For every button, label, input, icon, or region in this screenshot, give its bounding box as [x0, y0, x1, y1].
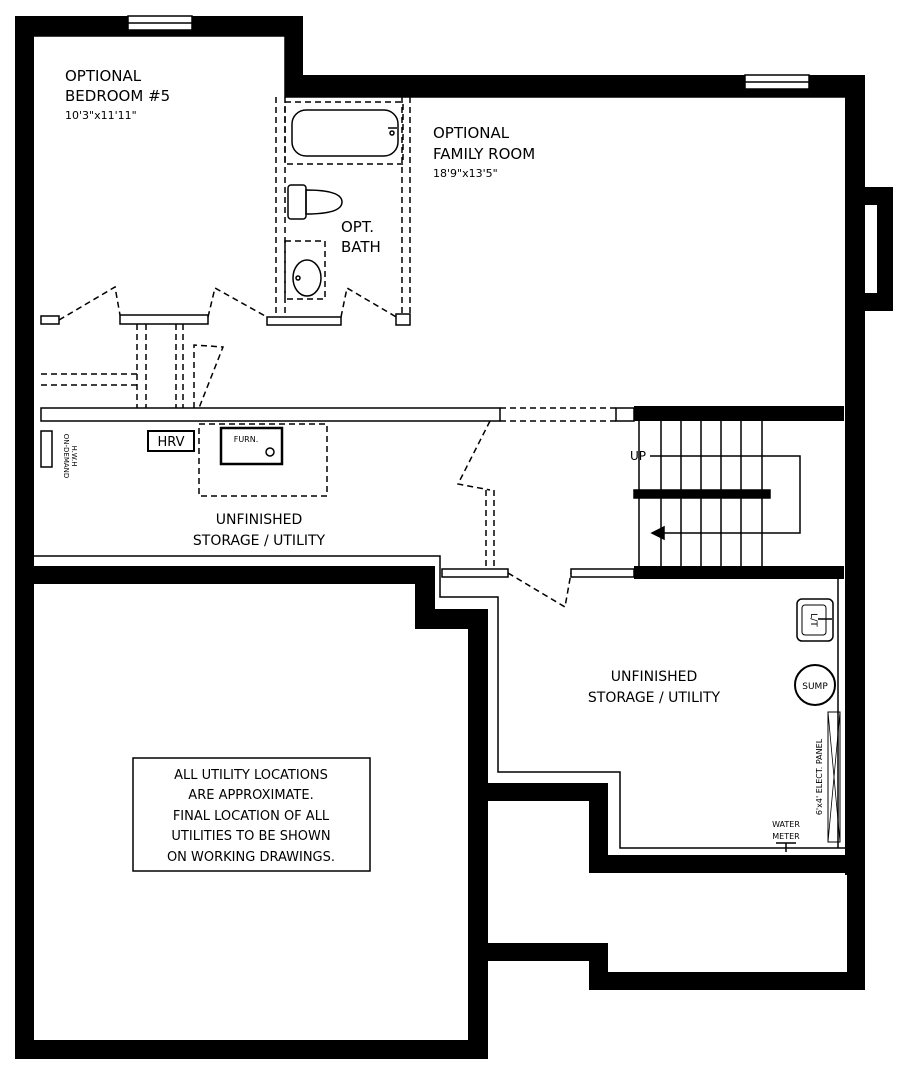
- stair-arrow-icon: [652, 527, 664, 539]
- bedroom-title-1: OPTIONAL: [65, 67, 142, 85]
- electrical-panel: [815, 712, 840, 842]
- storage-right-title-1: UNFINISHED: [610, 669, 698, 685]
- elect-panel-label: 6'x4' ELECT. PANEL: [815, 738, 824, 816]
- bathtub: [292, 110, 398, 156]
- room-label-family: [433, 124, 535, 180]
- family-title-2: FAMILY ROOM: [433, 145, 536, 163]
- furnace-label: FURN.: [233, 435, 259, 444]
- family-size: 18'9"x13'5": [433, 167, 498, 180]
- storage-left-title-1: UNFINISHED: [215, 512, 303, 528]
- note-line-3: FINAL LOCATION OF ALL: [172, 809, 330, 824]
- note-line-4: UTILITIES TO BE SHOWN: [171, 829, 331, 844]
- furnace-unit: [221, 428, 282, 464]
- room-label-storage-left: [193, 512, 326, 549]
- bedroom-size: 10'3"x11'11": [65, 109, 137, 122]
- room-label-storage-right: [588, 669, 721, 706]
- hrv-label: HRV: [157, 435, 185, 450]
- note-line-2: ARE APPROXIMATE.: [188, 788, 314, 803]
- room-label-bedroom: [65, 67, 170, 122]
- partition-walls: [41, 314, 634, 577]
- bath-title-1: OPT.: [341, 218, 375, 236]
- bath-title-2: BATH: [341, 238, 381, 256]
- water-meter-label-2: METER: [772, 832, 800, 841]
- note-line-5: ON WORKING DRAWINGS.: [166, 850, 336, 865]
- toilet: [288, 185, 342, 219]
- stairs-up-label: UP: [629, 449, 647, 463]
- hrv-unit: [148, 431, 194, 451]
- water-meter: [772, 820, 800, 852]
- water-heater-label-1: ON-DEMAND: [62, 433, 70, 479]
- water-heater: [62, 434, 78, 479]
- water-heater-label-2: H.W.H: [70, 445, 78, 467]
- sump-label: SUMP: [802, 682, 828, 692]
- bedroom-title-2: BEDROOM #5: [65, 87, 171, 105]
- note-line-1: ALL UTILITY LOCATIONS: [174, 768, 328, 783]
- storage-left-title-2: STORAGE / UTILITY: [192, 533, 326, 549]
- room-label-bath: [341, 218, 381, 256]
- utility-note-box: [133, 758, 370, 871]
- stairs: [634, 421, 800, 566]
- family-title-1: OPTIONAL: [433, 124, 510, 142]
- laundry-tub-label: L/T: [808, 613, 818, 627]
- storage-right-title-2: STORAGE / UTILITY: [587, 690, 721, 706]
- water-meter-label-1: WATER: [772, 820, 800, 829]
- sump-pit: [795, 665, 835, 705]
- sink: [293, 260, 321, 296]
- laundry-tub: [797, 599, 833, 641]
